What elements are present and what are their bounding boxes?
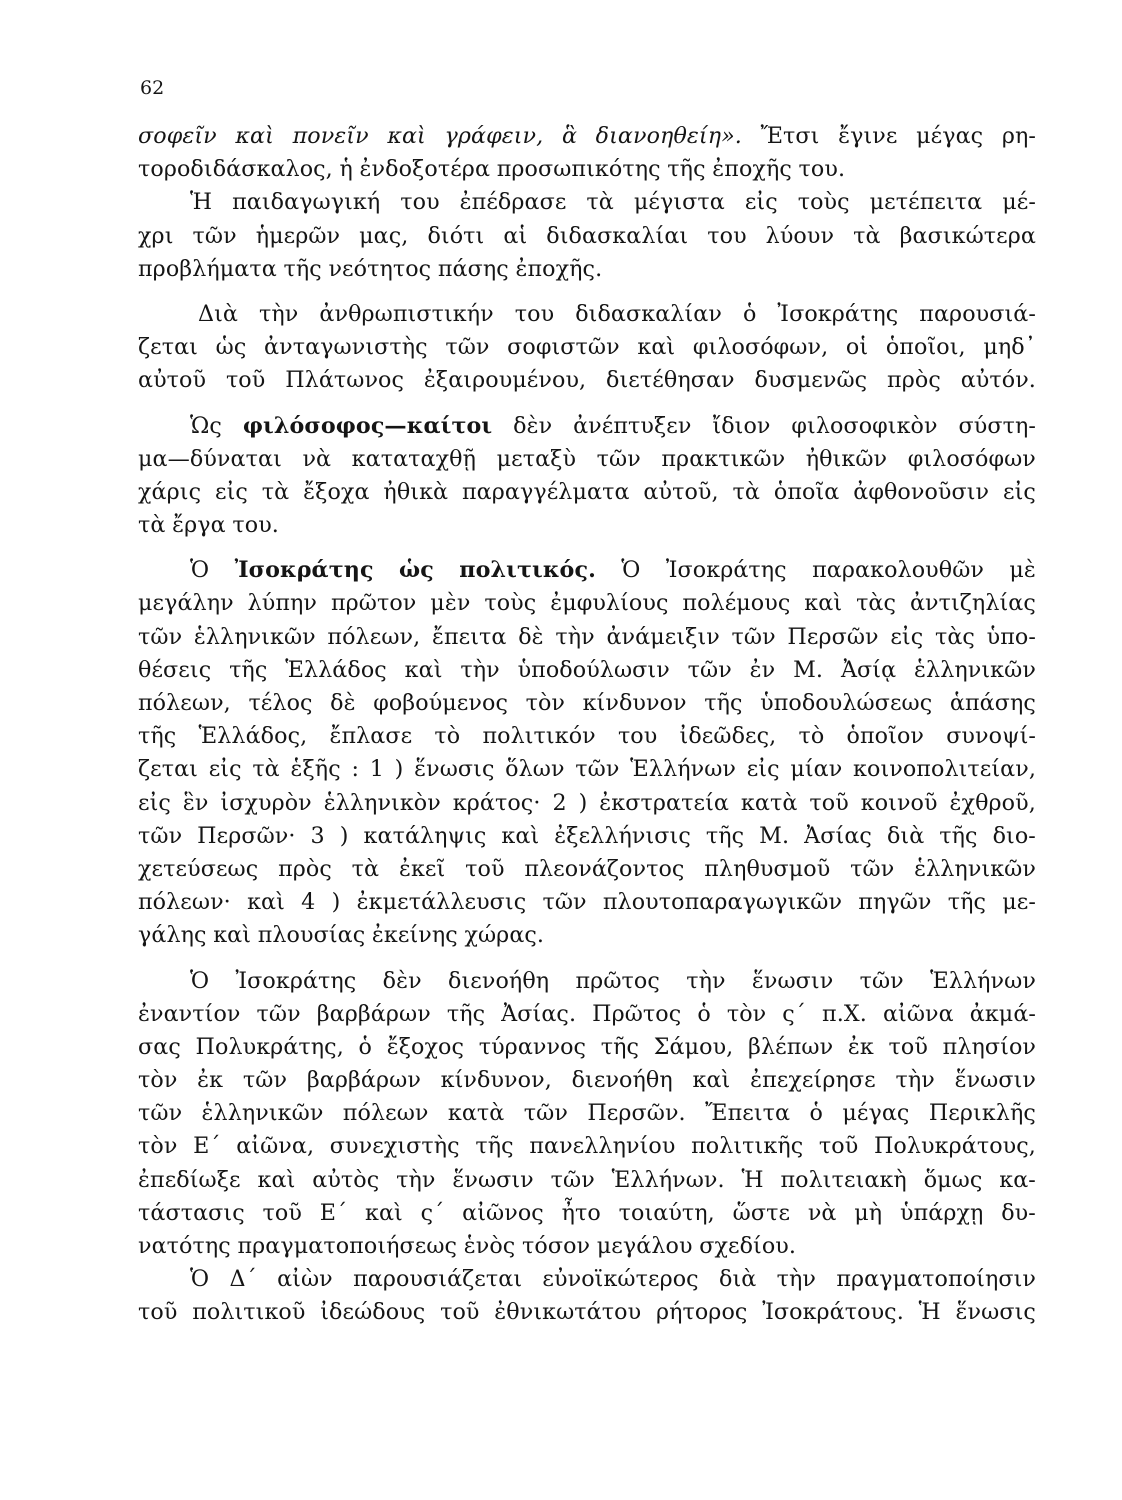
text-line: εἰς ἓν ἰσχυρὸν ἑλληνικὸν κράτος· 2 ) ἐκστρατεία κατὰ τοῦ κοινοῦ ἐχθροῦ, xyxy=(138,789,1036,816)
text-line: χρι τῶν ἡμερῶν μας, διότι αἱ διδασκαλίαι του λύουν τὰ βασικώτερα xyxy=(138,222,1036,249)
text-line: νατότης πραγματοποιήσεως ἑνὸς τόσον μεγάλου σχεδίου. xyxy=(138,1233,797,1259)
text-line: τῶν ἑλληνικῶν πόλεων, ἔπειτα δὲ τὴν ἀνάμειξιν τῶν Περσῶν εἰς τὰς ὑπο- xyxy=(138,623,1036,650)
text-line: τῆς Ἑλλάδος, ἔπλασε τὸ πολιτικόν του ἰδεῶδες, τὸ ὁποῖον συνοψί- xyxy=(138,723,1036,750)
text-line: πόλεων, τέλος δὲ φοβούμενος τὸν κίνδυνον τῆς ὑποδουλώσεως ἁπάσης xyxy=(138,690,1036,716)
text-line: μεγάλην λύπην πρῶτον μὲν τοὺς ἐμφυλίους πολέμους καὶ τὰς ἀντιζηλίας xyxy=(138,590,1036,617)
text-line: τῶν Περσῶν· 3 ) κατάληψις καὶ ἐξελλήνισις τῆς Μ. Ἀσίας διὰ τῆς διο- xyxy=(138,822,1036,849)
text-line: Ὁ Δ´ αἰὼν παρουσιάζεται εὐνοϊκώτερος διὰ τὴν πραγματοποίησιν xyxy=(190,1266,1036,1293)
text-line: γάλης καὶ πλουσίας ἐκείνης χώρας. xyxy=(138,922,545,949)
paragraph xyxy=(138,554,1036,952)
text-line: Ὁ Ἰσοκράτης δὲν διενοήθη πρῶτος τὴν ἕνωσιν τῶν Ἑλλήνων xyxy=(190,967,1036,994)
text-line: Ὁ Ἰσοκράτης ὡς πολιτικός. Ὁ Ἰσοκράτης παρακολουθῶν μὲ xyxy=(190,557,1036,584)
text-line: τὸν ἐκ τῶν βαρβάρων κίνδυνον, διενοήθη καὶ ἐπεχείρησε τὴν ἕνωσιν xyxy=(138,1067,1036,1094)
paragraph xyxy=(138,1263,1036,1329)
text-line: πόλεων· καὶ 4 ) ἐκμετάλλευσις τῶν πλουτοπαραγωγικῶν πηγῶν τῆς με- xyxy=(138,889,1036,916)
text-line: ζεται εἰς τὰ ἑξῆς : 1 ) ἕνωσις ὅλων τῶν Ἑλλήνων εἰς μίαν κοινοπολιτείαν, xyxy=(138,756,1036,783)
paragraph xyxy=(138,298,1036,398)
text-line: ἐναντίον τῶν βαρβάρων τῆς Ἀσίας. Πρῶτος ὁ τὸν ς´ π.Χ. αἰῶνα ἀκμά- xyxy=(138,1000,1036,1027)
text-line: τοῦ πολιτικοῦ ἰδεώδους τοῦ ἐθνικωτάτου ρήτορος Ἰσοκράτους. Ἡ ἕνωσις xyxy=(138,1299,1036,1326)
text-line: Ὡς φιλόσοφος—καίτοι δὲν ἀνέπτυξεν ἴδιον φιλοσοφικὸν σύστη- xyxy=(190,412,1036,439)
text-line: θέσεις τῆς Ἑλλάδος καὶ τὴν ὑποδούλωσιν τῶν ἐν Μ. Ἀσίᾳ ἑλληνικῶν xyxy=(138,656,1036,683)
text-line: Διὰ τὴν ἀνθρωπιστικήν του διδασκαλίαν ὁ Ἰσοκράτης παρουσιά- xyxy=(198,300,1036,327)
text-line: σοφεῖν καὶ πονεῖν καὶ γράφειν, ἃ διανοηθείη». Ἔτσι ἔγινε μέγας ρη- xyxy=(138,123,1036,149)
paragraph xyxy=(138,186,1036,286)
text-line: τὰ ἔργα του. xyxy=(138,512,279,539)
text-line: τοροδιδάσκαλος, ἡ ἐνδοξοτέρα προσωπικότης τῆς ἐποχῆς του. xyxy=(138,156,846,183)
text-line: ἐπεδίωξε καὶ αὐτὸς τὴν ἕνωσιν τῶν Ἑλλήνων. Ἡ πολιτειακὴ ὅμως κα- xyxy=(138,1166,1036,1193)
text-line: τὸν Ε´ αἰῶνα, συνεχιστὴς τῆς πανελληνίου πολιτικῆς τοῦ Πολυκράτους, xyxy=(138,1133,1036,1160)
text-line: αὐτοῦ τοῦ Πλάτωνος ἐξαιρουμένου, διετέθησαν δυσμενῶς πρὸς αὐτόν. xyxy=(138,367,1036,394)
paragraph xyxy=(138,410,1036,543)
text-line: χάρις εἰς τὰ ἔξοχα ἠθικὰ παραγγέλματα αὐτοῦ, τὰ ὁποῖα ἀφθονοῦσιν εἰς xyxy=(138,478,1036,505)
text-line: ζεται ὡς ἀνταγωνιστὴς τῶν σοφιστῶν καὶ φιλοσόφων, οἱ ὁποῖοι, μηδ᾽ xyxy=(138,334,1036,361)
paragraph xyxy=(138,120,1036,186)
text-line: τάστασις τοῦ Ε´ καὶ ς´ αἰῶνος ἦτο τοιαύτη, ὥστε νὰ μὴ ὑπάρχῃ δυ- xyxy=(138,1199,1036,1226)
body-text xyxy=(138,120,1036,1330)
text-line: τῶν ἑλληνικῶν πόλεων κατὰ τῶν Περσῶν. Ἔπειτα ὁ μέγας Περικλῆς xyxy=(138,1100,1036,1127)
text-line: σας Πολυκράτης, ὁ ἔξοχος τύραννος τῆς Σάμου, βλέπων ἐκ τοῦ πλησίον xyxy=(138,1033,1036,1060)
text-line: Ἡ παιδαγωγική του ἐπέδρασε τὰ μέγιστα εἰς τοὺς μετέπειτα μέ- xyxy=(190,189,1036,216)
page-number: 62 xyxy=(140,77,165,99)
text-line: προβλήματα τῆς νεότητος πάσης ἐποχῆς. xyxy=(138,255,603,282)
text-line: χετεύσεως πρὸς τὰ ἐκεῖ τοῦ πλεονάζοντος πληθυσμοῦ τῶν ἑλληνικῶν xyxy=(138,855,1036,882)
paragraph xyxy=(138,965,1036,1264)
text-line: μα—δύναται νὰ καταταχθῇ μεταξὺ τῶν πρακτικῶν ἠθικῶν φιλοσόφων xyxy=(138,445,1036,472)
